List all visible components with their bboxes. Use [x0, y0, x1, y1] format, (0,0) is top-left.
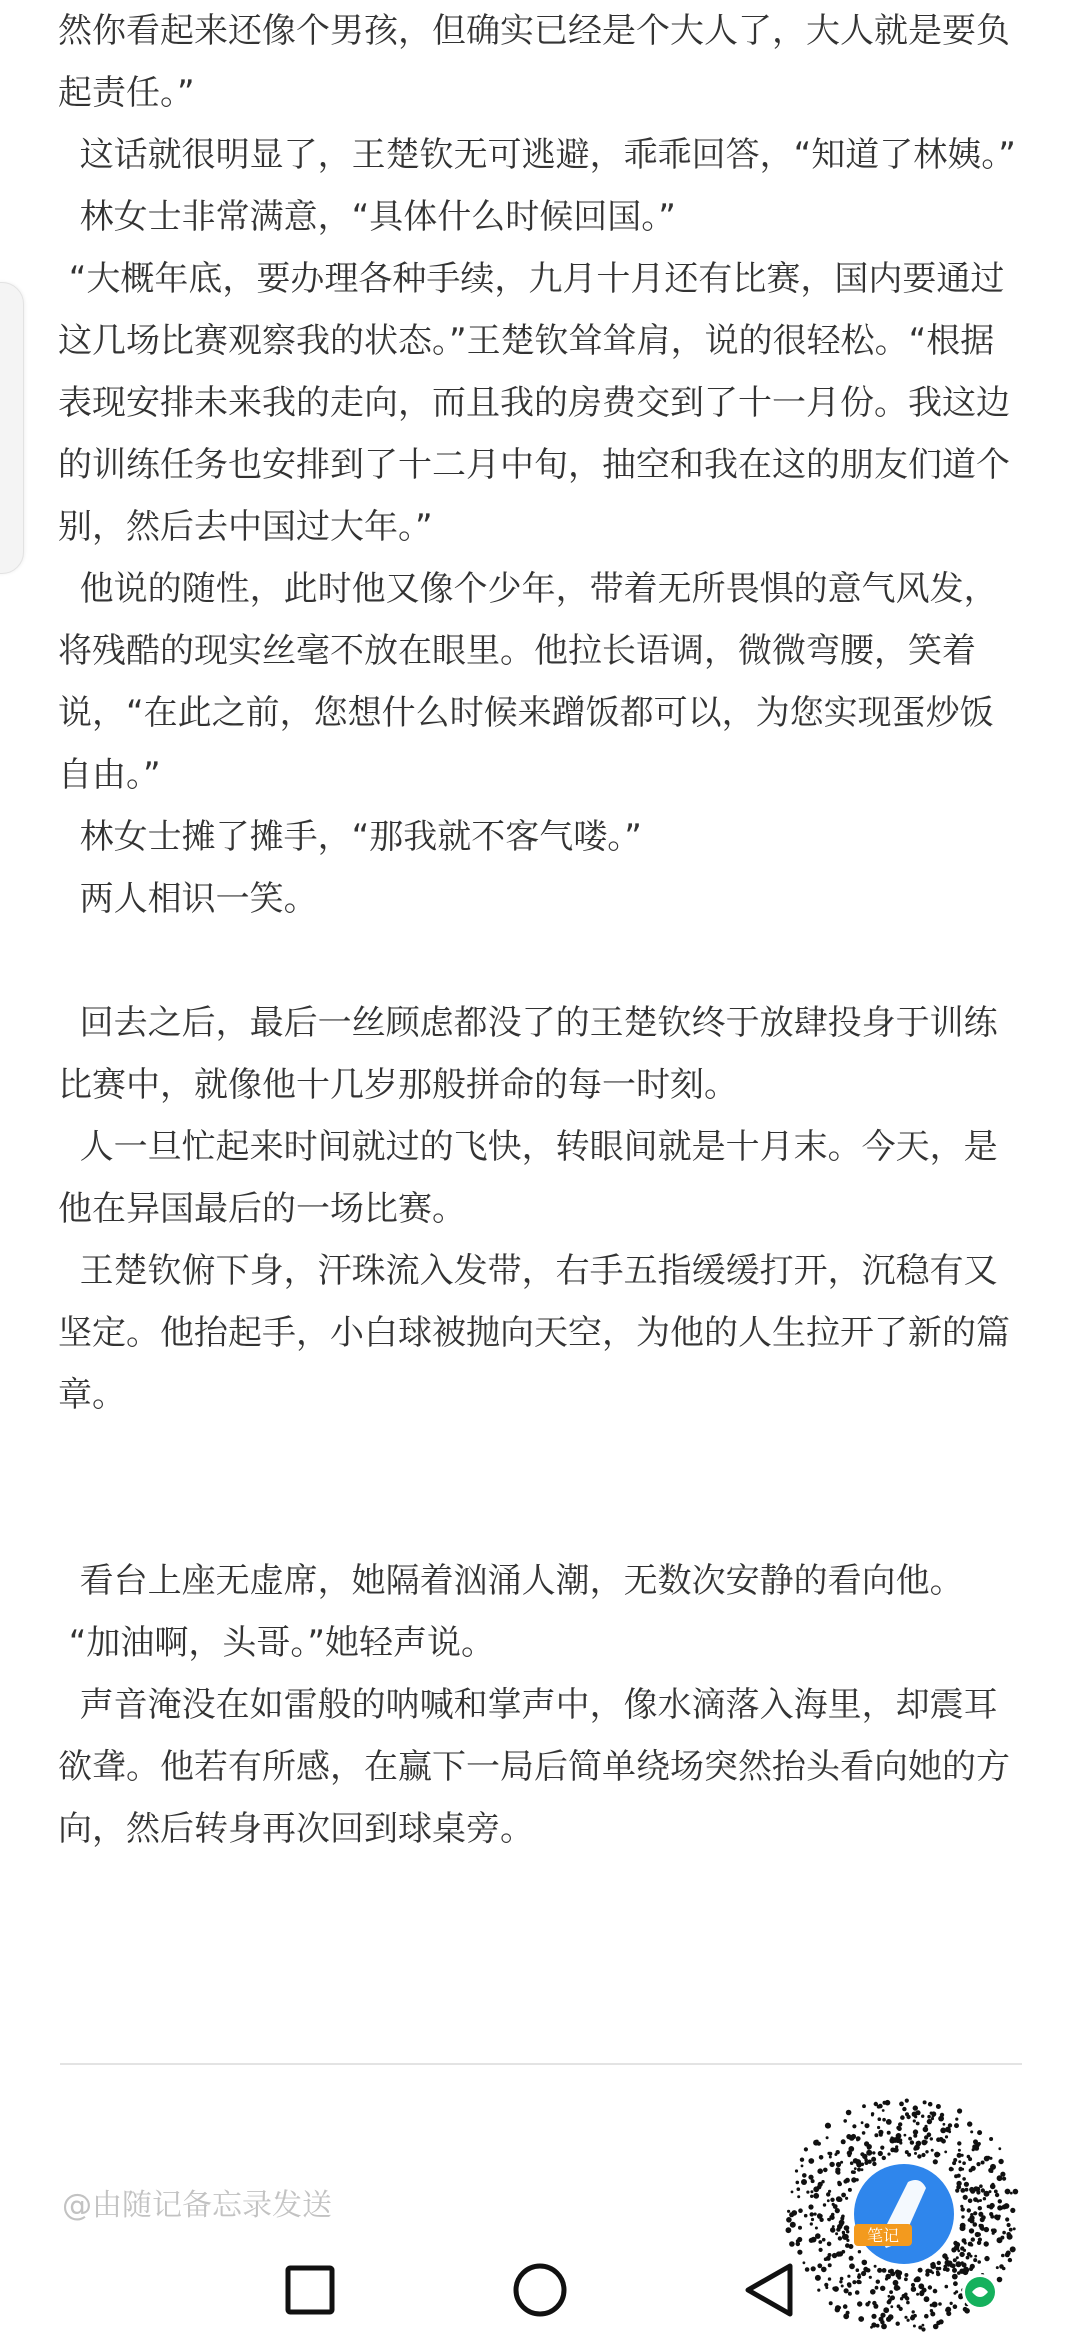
- system-navigation-bar: [0, 2240, 1080, 2340]
- note-paragraph: 看台上座无虚席，她隔着汹涌人潮，无数次安静的看向他。: [58, 1561, 964, 1601]
- edge-swipe-handle[interactable]: [0, 282, 24, 574]
- note-paragraph: 人一旦忙起来时间就过的飞快，转眼间就是十月末。今天，是他在异国最后的一场比赛。: [58, 1127, 998, 1229]
- back-button[interactable]: [720, 2240, 820, 2340]
- note-paragraph: 声音淹没在如雷般的呐喊和掌声中，像水滴落入海里，却震耳欲聋。他若有所感，在赢下一局后简单绕场突然抬头看向她的方向，然后转身再次回到球桌旁。: [58, 1685, 1010, 1849]
- note-paragraph: 两人相识一笑。: [58, 879, 318, 919]
- note-paragraph: “加油啊，头哥。”她轻声说。: [58, 1623, 496, 1663]
- note-paragraph: “大概年底，要办理各种手续，九月十月还有比赛，国内要通过这几场比赛观察我的状态。”王楚钦耸耸肩，说的很轻松。“根据表现安排未来我的走向，而且我的房费交到了十一月份。我这边的训练任务也安排到了十二月中旬，抽空和我在这的朋友们道个别，然后去中国过大年。”: [58, 259, 1010, 547]
- note-paragraph: 然你看起来还像个男孩，但确实已经是个大人了，大人就是要负起责任。”: [58, 11, 1010, 113]
- home-button[interactable]: [490, 2240, 590, 2340]
- qr-badge-label: 笔记: [866, 2226, 900, 2245]
- recent-apps-button[interactable]: [260, 2240, 360, 2340]
- note-paragraph: 他说的随性，此时他又像个少年，带着无所畏惧的意气风发，将残酷的现实丝毫不放在眼里。他拉长语调，微微弯腰，笑着说，“在此之前，您想什么时候来蹭饭都可以，为您实现蛋炒饭自由。”: [58, 569, 998, 795]
- note-paragraph: 这话就很明显了，王楚钦无可逃避，乖乖回答，“知道了林姨。”: [58, 135, 1016, 175]
- source-attribution: @由随记备忘录发送: [62, 2188, 332, 2223]
- note-paragraph: 回去之后，最后一丝顾虑都没了的王楚钦终于放肆投身于训练比赛中，就像他十几岁那般拼命的每一时刻。: [58, 1003, 998, 1105]
- note-paragraph: 林女士摊了摊手，“那我就不客气喽。”: [58, 817, 642, 857]
- footer-divider: [60, 2063, 1022, 2065]
- note-paragraph: 林女士非常满意，“具体什么时候回国。”: [58, 197, 676, 237]
- note-body: [58, 0, 1020, 1860]
- note-paragraph: 王楚钦俯下身，汗珠流入发带，右手五指缓缓打开，沉稳有又坚定。他抬起手，小白球被抛向天空，为他的人生拉开了新的篇章。: [58, 1251, 1010, 1415]
